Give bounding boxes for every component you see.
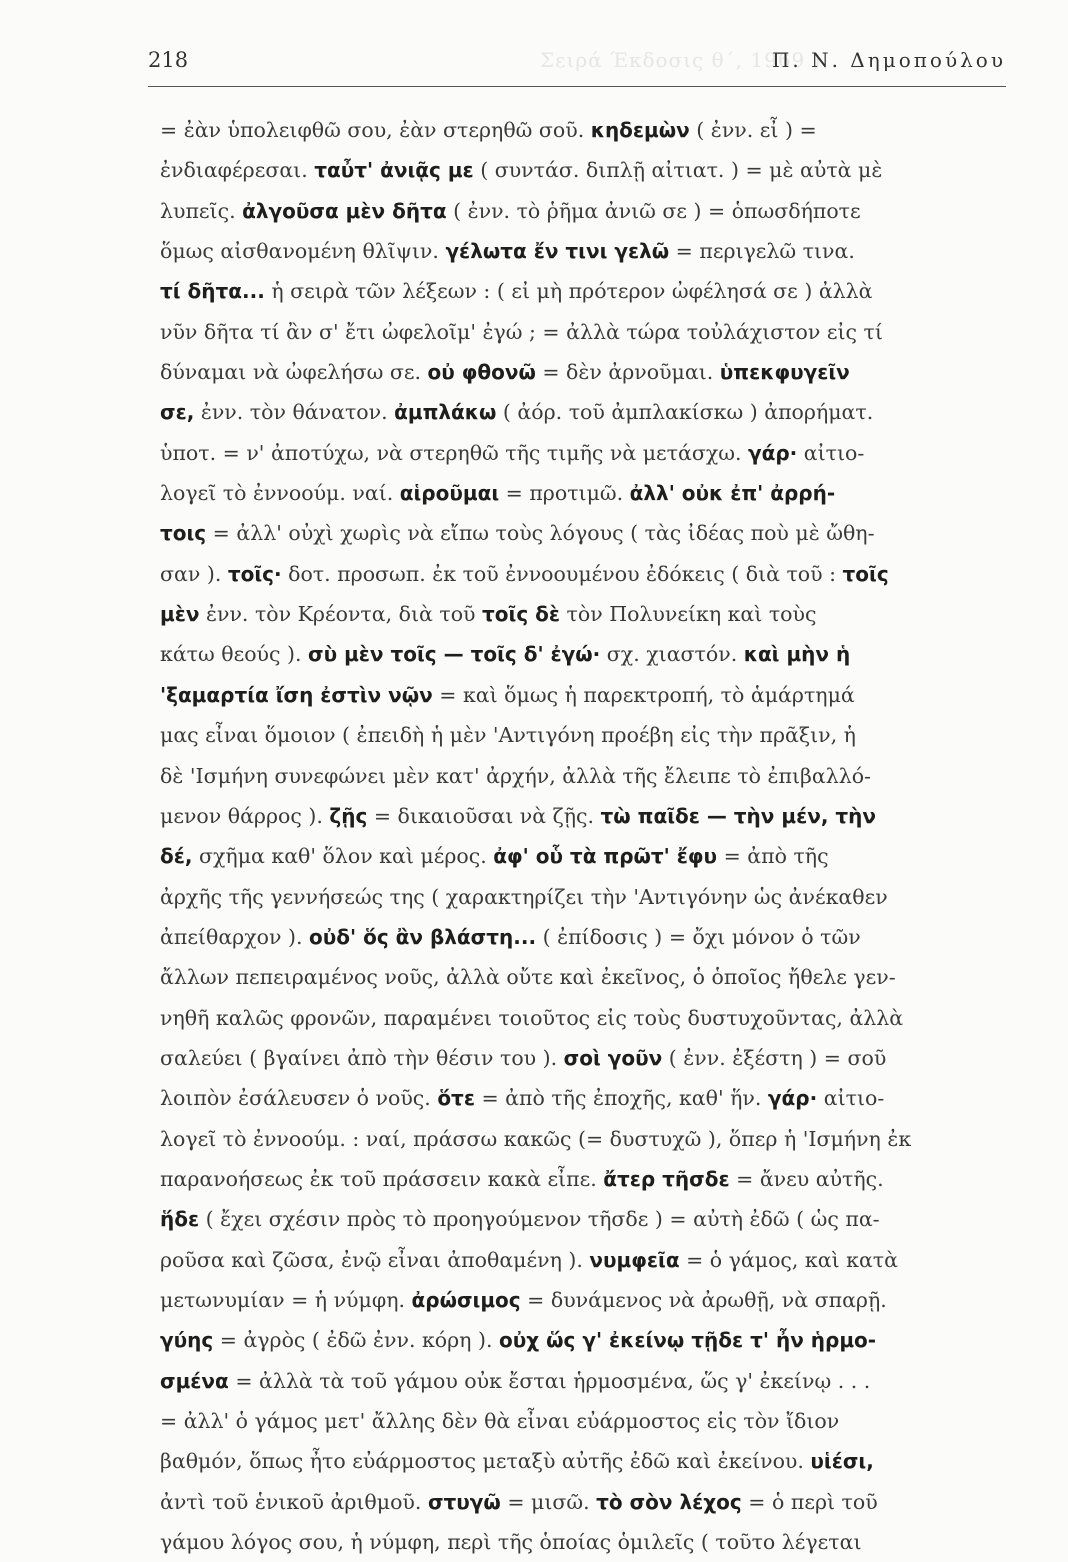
gloss-text: μας εἶναι ὅμοιον ( ἐπειδὴ ἡ μὲν 'Αντιγόνη προέβη εἰς τὴν πρᾶξιν, ἡ [160, 723, 856, 748]
gloss-text: ἡ σειρὰ τῶν λέξεων : ( εἰ μὴ πρότερον ὠφέλησά σε ) ἀλλὰ [264, 279, 873, 304]
lemma-term: ὑπεκφυγεῖν [719, 360, 850, 385]
text-line [160, 1522, 1006, 1562]
gloss-text: ἀντὶ τοῦ ἑνικοῦ ἀριθμοῦ. [160, 1489, 428, 1514]
lemma-term: τοῖς δὲ [482, 602, 561, 627]
gloss-text: τὸν Πολυνείκη καὶ τοὺς [560, 602, 817, 627]
lemma-term: αἱροῦμαι [399, 481, 500, 506]
text-line [160, 1361, 1006, 1401]
gloss-text: μενον θάρρος ). [160, 803, 330, 828]
lemma-term: ἥδε [160, 1207, 200, 1232]
text-line [160, 392, 1006, 432]
gloss-text: ( ἐνν. εἶ ) = [689, 118, 817, 142]
gloss-text: ἄλλων πεπειραμένος νοῦς, ἀλλὰ οὔτε καὶ ἐκεῖνος, ὁ ὁποῖος ἤθελε γεν- [160, 965, 896, 990]
gloss-text: σχ. χιαστόν. [600, 642, 744, 667]
text-line [160, 675, 1006, 715]
gloss-text: = ἀλλ' οὐχὶ χωρὶς νὰ εἴπω τοὺς λόγους ( τὰς ἰδέας ποὺ μὲ ὤθη- [206, 521, 875, 546]
gloss-text: λογεῖ τὸ ἐννοούμ. ναί. [160, 481, 400, 506]
text-line [160, 352, 1006, 392]
text-line [160, 1159, 1006, 1199]
gloss-text: ὅμως αἰσθανομένη θλῖψιν. [160, 239, 446, 264]
gloss-text: ( συντάσ. διπλῇ αἰτιατ. ) = μὲ αὐτὰ μὲ [473, 158, 883, 183]
gloss-text: = μισῶ. [500, 1489, 597, 1514]
text-line [160, 917, 1006, 957]
text-line [160, 1199, 1006, 1239]
gloss-text: ὑποτ. = ν' ἀποτύχω, νὰ στερηθῶ τῆς τιμῆς νὰ μετάσχω. [160, 440, 748, 465]
text-line [160, 191, 1006, 231]
gloss-text: δοτ. προσωπ. ἐκ τοῦ ἐννοουμένου ἐδόκεις ( διὰ τοῦ : [281, 561, 843, 586]
gloss-text: δὲ 'Ισμήνη συνεφώνει μὲν κατ' ἀρχήν, ἀλλὰ τῆς ἔλειπε τὸ ἐπιβαλλό- [160, 763, 871, 788]
text-line [160, 231, 1006, 271]
lemma-term: κηδεμὼν [590, 118, 690, 142]
gloss-text: ἀπείθαρχον ). [160, 924, 309, 949]
lemma-term: τοῖς [842, 561, 889, 586]
lemma-term: υἱέσι, [810, 1449, 874, 1474]
text-line [160, 796, 1006, 836]
gloss-text: ἐνδιαφέρεσαι. [160, 158, 315, 183]
text-line [160, 877, 1006, 917]
text-line [160, 554, 1006, 594]
lemma-term: ἀλγοῦσα μὲν δῆτα [242, 198, 447, 223]
lemma-term: σε, [160, 400, 195, 425]
lemma-term: ζῇς [329, 803, 368, 828]
text-line [160, 433, 1006, 473]
text-line [160, 312, 1006, 352]
page-header [148, 46, 1006, 82]
lemma-term: ἀμπλάκω [394, 400, 497, 425]
gloss-text: παρανοήσεως ἐκ τοῦ πράσσειν κακὰ εἶπε. [160, 1166, 604, 1191]
lemma-term: γάρ· [767, 1086, 818, 1111]
text-line [160, 110, 1006, 150]
gloss-text: κάτω θεούς ). [160, 642, 309, 667]
gloss-text: ( ἔχει σχέσιν πρὸς τὸ προηγούμενον τῆσδε ) = αὐτὴ ἐδῶ ( ὡς πα- [199, 1207, 880, 1232]
gloss-text: βαθμόν, ὅπως ἦτο εὐάρμοστος μεταξὺ αὐτῆς ἐδῶ καὶ ἐκείνου. [160, 1449, 811, 1474]
text-line [160, 594, 1006, 634]
text-line [160, 1482, 1006, 1522]
gloss-text: ἀρχῆς τῆς γεννήσεώς της ( χαρακτηρίζει τὴν 'Αντιγόνην ὡς ἀνέκαθεν [160, 884, 888, 909]
gloss-text: = καὶ ὅμως ἡ παρεκτροπή, τὸ ἁμάρτημά [432, 682, 855, 707]
gloss-text: μετωνυμίαν = ἡ νύμφη. [160, 1287, 412, 1312]
gloss-text: λογεῖ τὸ ἐννοούμ. : ναί, πράσσω κακῶς (= δυστυχῶ ), ὅπερ ἡ 'Ισμήνη ἐκ [160, 1126, 912, 1151]
gloss-text: = ἀλλὰ τὰ τοῦ γάμου οὐκ ἔσται ἡρμοσμένα, ὥς γ' ἐκείνῳ . . . [228, 1368, 871, 1393]
text-line [160, 836, 1006, 876]
text-line [160, 1240, 1006, 1280]
lemma-term: ἄτερ τῆσδε [603, 1166, 730, 1191]
gloss-text: ἐνν. τὸν θάνατον. [194, 400, 395, 425]
text-line [160, 1320, 1006, 1360]
header-rule [148, 86, 1006, 87]
gloss-text: = ἀγρὸς ( ἐδῶ ἐνν. κόρη ). [213, 1328, 500, 1353]
lemma-term: σμένα [160, 1368, 229, 1393]
text-line [160, 271, 1006, 311]
gloss-text: αἰτιο- [817, 1086, 885, 1111]
gloss-text: = προτιμῶ. [499, 481, 630, 506]
lemma-term: οὐ φθονῶ [427, 360, 536, 385]
lemma-term: ἀφ' οὗ τὰ πρῶτ' ἔφυ [493, 844, 718, 869]
text-line [160, 513, 1006, 553]
gloss-text: γάμου λόγος σου, ἡ νύμφη, περὶ τῆς ὁποίας ὁμιλεῖς ( τοῦτο λέγεται [160, 1530, 862, 1555]
gloss-text: ( ἐνν. ἐξέστη ) = σοῦ [662, 1045, 887, 1070]
lemma-term: τὸ σὸν λέχος [596, 1489, 742, 1514]
lemma-term: σὺ μὲν τοῖς — τοῖς δ' ἐγώ· [308, 642, 601, 667]
lemma-term: γέλωτα ἔν τινι γελῶ [445, 239, 670, 264]
text-line [160, 634, 1006, 674]
gloss-text: ( ἐνν. τὸ ῥῆμα ἀνιῶ σε ) = ὁπωσδήποτε [446, 198, 861, 223]
gloss-text: ἐνν. τὸν Κρέοντα, διὰ τοῦ [199, 602, 483, 627]
gloss-text: ( ἀόρ. τοῦ ἀμπλακίσκω ) ἀπορήματ. [496, 400, 874, 425]
gloss-text: λυπεῖς. [160, 198, 243, 223]
lemma-term: ἀρώσιμος [411, 1287, 521, 1312]
gloss-text: = δὲν ἀρνοῦμαι. [535, 360, 720, 385]
lemma-term: γύης [160, 1328, 214, 1353]
lemma-term: τοῖς· [227, 561, 282, 586]
running-head: Π. Ν. Δημοπούλου [771, 48, 1006, 72]
text-line [160, 1441, 1006, 1481]
text-line [160, 1401, 1006, 1441]
gloss-text: = ἄνευ αὐτῆς. [729, 1166, 884, 1191]
gloss-text: λοιπὸν ἐσάλευσεν ὁ νοῦς. [160, 1086, 438, 1111]
lemma-term: τὼ παῖδε — τὴν μέν, τὴν [600, 803, 877, 828]
gloss-text: = δικαιοῦσαι νὰ ζῇς. [367, 803, 601, 828]
page-number: 218 [148, 48, 189, 72]
text-line [160, 473, 1006, 513]
text-line [160, 715, 1006, 755]
text-line [160, 998, 1006, 1038]
gloss-text: = ἀλλ' ὁ γάμος μετ' ἄλλης δὲν θὰ εἶναι εὐάρμοστος εἰς τὸν ἴδιον [160, 1409, 840, 1433]
lemma-term: 'ξαμαρτία ἴση ἐστὶν νῷν [160, 682, 433, 707]
gloss-text: = ὁ περὶ τοῦ [741, 1489, 878, 1514]
gloss-text: σαλεύει ( βγαίνει ἀπὸ τὴν θέσιν του ). [160, 1045, 564, 1070]
bleed-through-text: Σειρά Έκδοσις θ΄, 1969 ) [540, 48, 822, 72]
lemma-term: ταὖτ' ἀνιᾷς με [314, 158, 474, 183]
text-line [160, 756, 1006, 796]
gloss-text: σαν ). [160, 561, 228, 586]
gloss-text: = ὁ γάμος, καὶ κατὰ [679, 1247, 898, 1272]
gloss-text: δύναμαι νὰ ὠφελήσω σε. [160, 360, 428, 385]
lemma-term: γάρ· [748, 440, 798, 465]
lemma-term: νυμφεῖα [589, 1247, 680, 1272]
lemma-term: οὐχ ὥς γ' ἐκείνῳ τῇδε τ' ἦν ἡρμο- [499, 1328, 877, 1353]
lemma-term: οὐδ' ὅς ἂν βλάστη... [309, 924, 537, 949]
lemma-term: μὲν [160, 602, 200, 627]
gloss-text: νῦν δῆτα τί ἂν σ' ἔτι ὠφελοῖμ' ἐγώ ; = ἀλλὰ τώρα τοὐλάχιστον εἰς τί [160, 319, 883, 344]
lemma-term: σοὶ γοῦν [563, 1045, 663, 1070]
gloss-text: ( ἐπίδοσις ) = ὄχι μόνον ὁ τῶν [536, 924, 861, 949]
gloss-text: = ἀπὸ τῆς ἐποχῆς, καθ' ἥν. [474, 1086, 768, 1111]
text-line [160, 1119, 1006, 1159]
text-line [160, 1078, 1006, 1118]
text-line [160, 150, 1006, 190]
text-line [160, 1280, 1006, 1320]
gloss-text: = ἐὰν ὑπολειφθῶ σου, ἐὰν στερηθῶ σοῦ. [160, 118, 591, 142]
lemma-term: καὶ μὴν ἡ [743, 642, 851, 667]
gloss-text: ροῦσα καὶ ζῶσα, ἐνῷ εἶναι ἀποθαμένη ). [160, 1247, 590, 1272]
gloss-text: σχῆμα καθ' ὅλον καὶ μέρος. [192, 844, 494, 869]
lemma-term: ἀλλ' οὐκ ἐπ' ἀρρή- [629, 481, 836, 506]
gloss-text: = ἀπὸ τῆς [717, 844, 829, 869]
lemma-term: τοις [160, 521, 207, 546]
text-line [160, 1038, 1006, 1078]
text-line [160, 957, 1006, 997]
lemma-term: ὅτε [437, 1086, 475, 1111]
lemma-term: δέ, [160, 844, 193, 869]
gloss-text: = περιγελῶ τινα. [669, 239, 855, 264]
lemma-term: τί δῆτα... [160, 279, 265, 304]
gloss-text: νηθῆ καλῶς φρονῶν, παραμένει τοιοῦτος εἰς τοὺς δυστυχοῦντας, ἀλλὰ [160, 1005, 904, 1030]
commentary-text [160, 110, 1006, 1562]
gloss-text: = δυνάμενος νὰ ἀρωθῇ, νὰ σπαρῇ. [520, 1287, 887, 1312]
lemma-term: στυγῶ [427, 1489, 501, 1514]
gloss-text: αἰτιο- [797, 440, 865, 465]
paper-speck [484, 1478, 488, 1482]
